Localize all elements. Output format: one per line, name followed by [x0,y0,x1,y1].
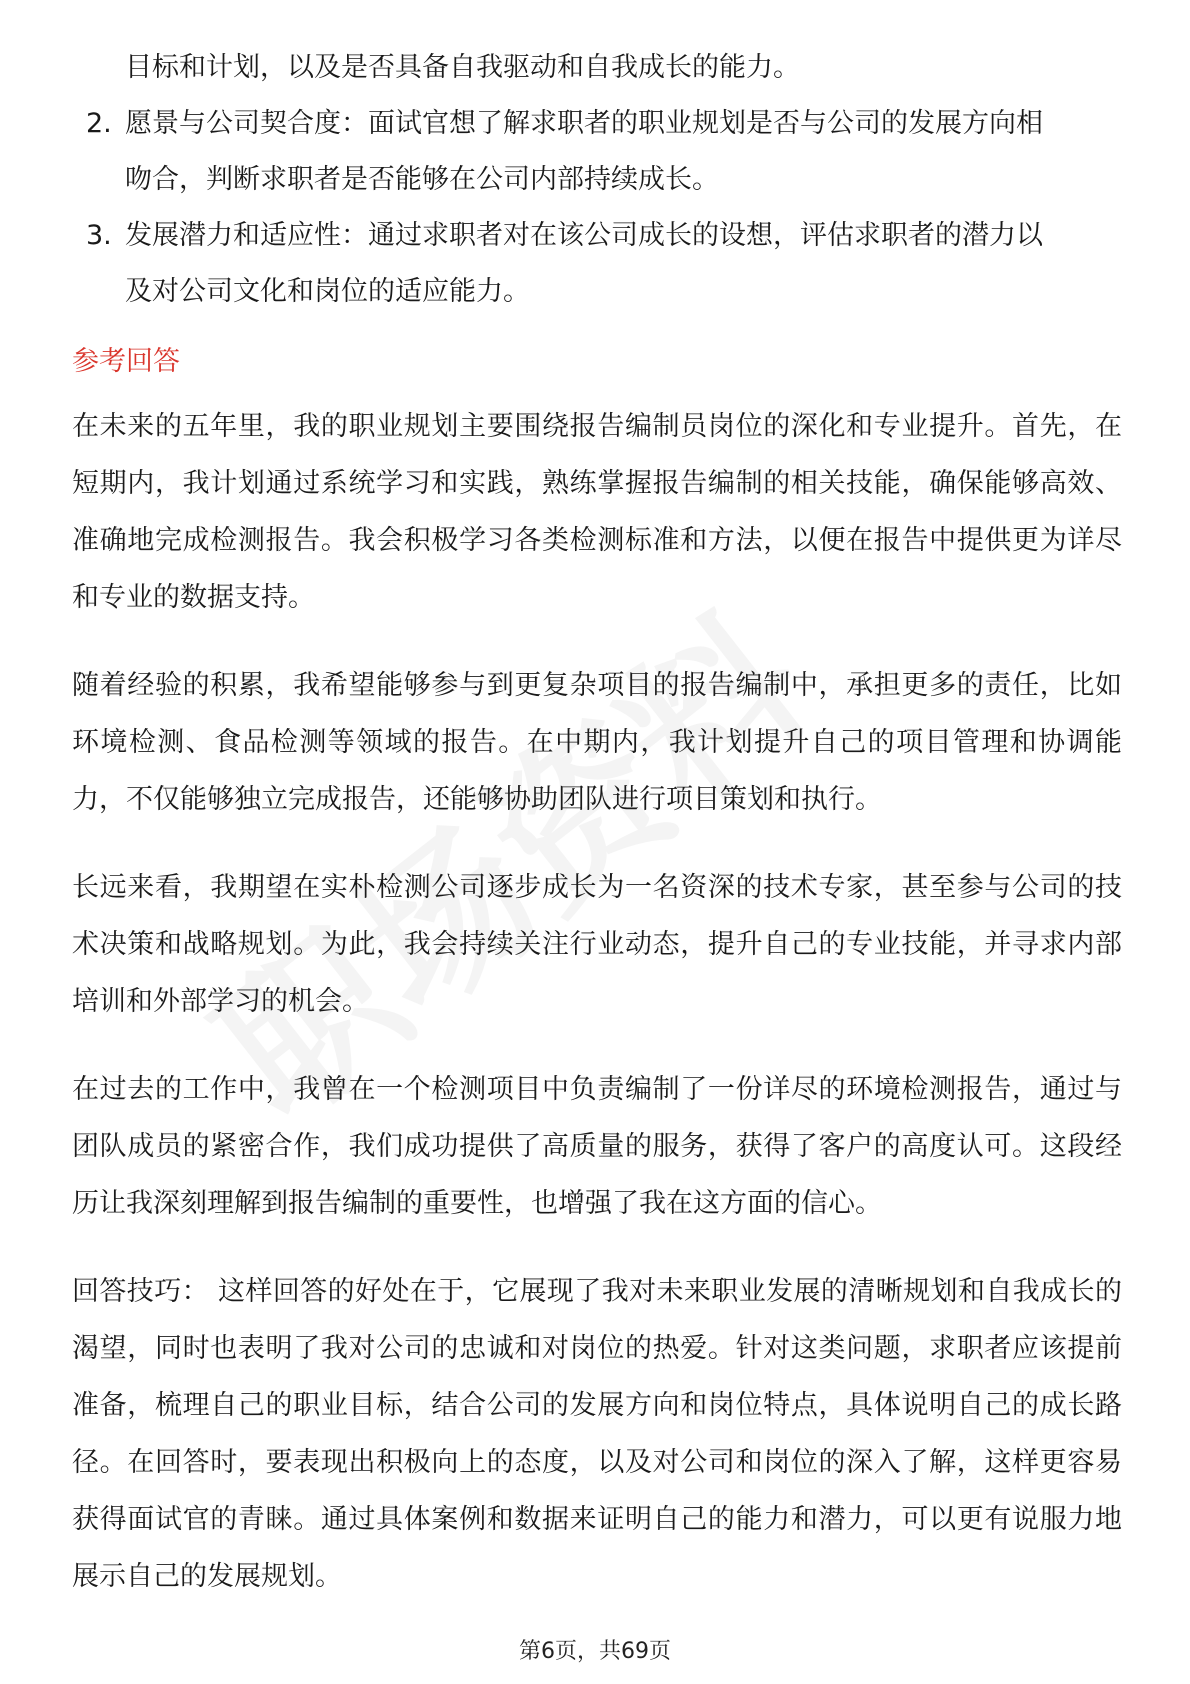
page-content [72,40,1122,1636]
page-footer: 第6页，共69页 [519,1639,671,1664]
list-item-3 [72,208,1122,264]
section-heading: 参考回答 [72,346,180,377]
list-item-text: 发展潜力和适应性：通过求职者对在该公司成长的设想，评估求职者的潜力以 [125,220,1043,251]
paragraph-1: 在未来的五年里，我的职业规划主要围绕报告编制员岗位的深化和专业提升。首先，在短期内，我计划通过系统学习和实践，熟练掌握报告编制的相关技能，确保能够高效、准确地完成检测报告。我会积极学习各类检测标准和方法，以便在报告中提供更为详尽和专业的数据支持。 [72,411,1122,613]
list-item-2-continuation: 吻合，判断求职者是否能够在公司内部持续成长。 [125,164,719,195]
list-number: 3. [86,220,112,251]
list-item-3-continuation: 及对公司文化和岗位的适应能力。 [125,276,530,307]
paragraph-answer-tips: 回答技巧： 这样回答的好处在于，它展现了我对未来职业发展的清晰规划和自我成长的渴望，同时也表明了我对公司的忠诚和对岗位的热爱。针对这类问题，求职者应该提前准备，梳理自己的职业目标，结合公司的发展方向和岗位特点，具体说明自己的成长路径。在回答时，要表现出积极向上的态度，以及对公司和岗位的深入了解，这样更容易获得面试官的青睐。通过具体案例和数据来证明自己的能力和潜力，可以更有说服力地展示自己的发展规划。 [72,1276,1122,1592]
list-continuation-line: 目标和计划，以及是否具备自我驱动和自我成长的能力。 [125,52,800,83]
paragraph-4: 在过去的工作中，我曾在一个检测项目中负责编制了一份详尽的环境检测报告，通过与团队成员的紧密合作，我们成功提供了高质量的服务，获得了客户的高度认可。这段经历让我深刻理解到报告编制的重要性，也增强了我在这方面的信心。 [72,1074,1122,1219]
list-item-text: 愿景与公司契合度：面试官想了解求职者的职业规划是否与公司的发展方向相 [125,108,1043,139]
paragraph-3: 长远来看，我期望在实朴检测公司逐步成长为一名资深的技术专家，甚至参与公司的技术决策和战略规划。为此，我会持续关注行业动态，提升自己的专业技能，并寻求内部培训和外部学习的机会。 [72,872,1122,1017]
paragraph-2: 随着经验的积累，我希望能够参与到更复杂项目的报告编制中，承担更多的责任，比如环境检测、食品检测等领域的报告。在中期内，我计划提升自己的项目管理和协调能力，不仅能够独立完成报告，还能够协助团队进行项目策划和执行。 [72,670,1122,815]
list-number: 2. [86,108,112,139]
list-item-2 [72,96,1122,152]
